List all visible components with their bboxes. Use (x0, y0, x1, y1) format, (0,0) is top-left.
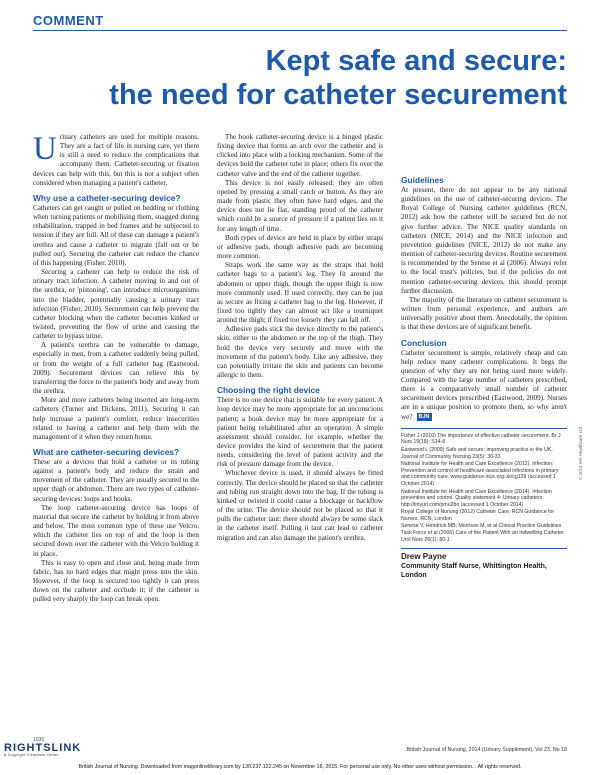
paragraph: These are a devices that hold a catheter or its tubing against a patient's body and reduce the strain and movement of the catheter. They are usually secured to the upper thigh or abdomen. There are two types of catheter-securing devices: loops and hooks. (33, 458, 199, 503)
paragraph: This device is not easily released; they are often opened by pressing a small catch or button. As they are made from plastic they often have hard edges, and the device does not lie flat, standing proud of the catheter which could be a source of pressure if a patient lies on it for any length of time. (217, 178, 383, 233)
paragraph: Whichever device is used, it should always be fitted correctly. The device should be placed so that the catheter and tubing run straight down into the bag. If the tubing is kinked or twisted it could cause a blockage or backflow of the urine. The device should not be placed so that it pulls the catheter taut: there should always be some slack in the catheter itself. Pulling it taut can lead to catheter migration and can also damage the patient's urethra. (217, 469, 383, 542)
paragraph: Securing a catheter can help to reduce the risk of urinary tract infection. A catheter moving in and out of the urethra, or 'pistoning', can introduce microorganisms into the bladder, potentially causing a urinary tract infection (Fisher, 2010). Securement can help prevent the catheter blocking when the catheter becomes kinked or twisted, preventing the flow of urine and causing the catheter to bypass urine. (33, 268, 199, 341)
paragraph: This is easy to open and close and, being made from fabric, has no hard edges that might press into the skin. However, if the loop is secured too tightly it can press down on the catheter and occlude it; if the catheter is pulled very sharply the loop can break open. (33, 558, 199, 604)
column-1 (33, 133, 199, 605)
download-notice: British Journal of Nursing. Downloaded from magonlinelibrary.com by 130.237.122.245 on November 16, 2015. For personal use only. No other uses without permission. . All rights reserved. (78, 764, 522, 770)
heading-why-use: Why use a catheter-securing device? (33, 192, 181, 203)
journal-reference: British Journal of Nursing, 2014 (Urinary Supplement), Vol 23, No 18 (406, 747, 567, 753)
heading-what-are: What are catheter-securing devices? (33, 447, 180, 457)
paragraph: The majority of the literature on catheter securement is written from personal experience, and authors are universally positive about them. Anecdotally, the opinion is that these devices are of significant benefit. (401, 295, 567, 332)
intro-paragraph: Urinary catheters are used for multiple reasons. They are a fact of life in nursing care, yet there is still a need to reduce the complications that accompany them. Catheter-securing or fixation devices can help with this, but this is not a subject often considered when managing a patient's catheter. (33, 131, 199, 187)
drop-cap: U (33, 131, 57, 167)
reference-item: Eastwood L (2009) Safe and secure: improving practice in the UK. Journal of Community Nursing 23(5): 30-33 (401, 446, 553, 460)
paragraph: The loop catheter-securing device has loops of material that secure the catheter by holding it from above and below. The most common type of these use Velcro, which the catheter lies on top of and the loop is then secured down over the catheter with the Velcro holding it in place. (33, 503, 199, 558)
column-3 (401, 133, 567, 580)
paragraph: Adhesive pads stick the device directly to the patient's skin, either to the abdomen or the top of the thigh. They hold the device very securely and move with the movement of the patient's body. Like any adhesive, they can potentially irritate the skin and patients can become allergic to them. (217, 325, 383, 380)
author-divider (401, 548, 567, 549)
author-role: Community Staff Nurse, Whittington Health, London (401, 563, 547, 580)
end-of-article-badge: BJN (418, 413, 430, 420)
references-divider (401, 428, 567, 429)
page-number: 1036 (33, 737, 45, 743)
rightslink-logo: RIGHTSLINK A Copyright Clearance Center (4, 742, 82, 757)
headline-line-1: Kept safe and secure: (265, 45, 567, 77)
article-headline (27, 44, 567, 112)
section-label: COMMENT (33, 13, 104, 28)
paragraph: Catheter securement is simple, relatively cheap and can help reduce many catheter complications. It begs the question of why they are not being used more widely. Compared with the large number of catheters prescribed, there is a comparatively small number of catheter securement devices prescribed (Eastwood, 2009). Nurses are in a unique position to promote them, so why aren't we? BJN (401, 348, 567, 421)
paragraph: At present, there do not appear to be any national guidelines on the use of catheter-securing devices. The Royal College of Nursing catheter guidelines (RCN, 2012) ask how the catheter will be secured but do not give further advice. The NICE quality standards on catheters (NICE, 2014) and the NICE infection and prevention guidelines (NICE, 2012) do not make any mention of catheter-securing devices. Routine securement is recommended by the Senese et al (2006). Always refer to the local trust's policies, but if the policies do not mention catheter-securing devices, this should prompt further discussion. (401, 186, 567, 295)
paragraph: The hook catheter-securing device is a hinged plastic fixing device that forms an arch over the catheter and is clicked into place with a locking mechanism. Some of the devices hold the catheter tube in place; others fix over the catheter valve and the end of the catheter together. (217, 133, 383, 178)
heading-guidelines: Guidelines (401, 175, 444, 185)
side-copyright: © 2014 MA Healthcare Ltd (578, 427, 583, 480)
heading-choosing: Choosing the right device (217, 385, 320, 396)
reference-item: National Institute for Health and Care Excellence (2012). Infection: Prevention and control of healthcare-associated infections in primary and community care. www.guidance.nice.org.uk/cg139 (accessed 1 October 2014) (401, 461, 559, 487)
author-name: Drew Payne (401, 552, 447, 562)
paragraph: Catheters can get caught or pulled on bedding or clothing when turning patients or mobilising them, snagged during rehabilitation, trapped in bed frames and be subjected to tension if they are full. All of these can damage a patient's urethra and cause a catheter to migrate (fall out or be pulled out). Securing the catheter can reduce the chance of this happening (Fisher, 2010). (33, 203, 199, 267)
paragraph: There is no one device that is suitable for every patient. A loop device may be more appropriate for an unconscious patient; a hook device may be more appropriate for a patient being rehabilitated after an operation. A simple assessment should consider, for example, whether the device provides the kind of securement that the patient needs, considering the level of patient activity and the risk of pressure damage from the device. (217, 396, 383, 469)
column-2 (217, 133, 383, 543)
reference-item: Royal College of Nursing (2012) Catheter Care. RCN Guidance for Nurses. RCN, London (401, 509, 555, 522)
paragraph: Both types of device are held in place by either straps or adhesive pads, though adhesive pads are becoming more common. (217, 233, 383, 261)
references-list (401, 433, 567, 544)
reference-item: National Institute for Health and Care Excellence (2014). Infection prevention and control. Quality statement 4: Urinary catheters. http://tinyurl.com/pmu2bo (accessed 1 October 2014) (401, 488, 552, 508)
paragraph: A patient's urethra can be vulnerable to damage, especially in men, from a catheter suddenly being pulled, or from the weight of a full catheter bag (Eastwood, 2009). Securement devices can relieve this by transferring the force to the patient's body and away from the urethra. (33, 341, 199, 396)
paragraph: More and more catheters being inserted are long-term catheters (Turner and Dickens, 2011). Securing it can help increase a patient's comfort, reduce insecurities related to having a catheter and help them with the management of it when they return home. (33, 396, 199, 441)
paragraph: Straps work the same way as the straps that hold catheter bags to a patient's leg. They fit around the abdomen or upper thigh, though the upper thigh is now more commonly used. If used correctly, they can be just as secure as fixing a catheter bag to the leg. However, if fixed too tightly they can almost act like a tourniquet around the thigh; if fixed too loosely they can fall off. (217, 261, 383, 325)
headline-line-2: the need for catheter securement (109, 79, 567, 111)
reference-item: Senese V, Hendrick MB, Morrison M, et al Clinical Practice Guidelines Task Force et al (2006) Care of the Patient With an Indwelling Catheter. Urol Nurs 26(1): 80-1 (401, 523, 565, 543)
heading-conclusion: Conclusion (401, 337, 447, 348)
section-divider (33, 30, 567, 31)
reference-item: Fisher J (2010) The importance of effective catheter securement. Br J Nurs 19(18): S14-8 (401, 432, 561, 446)
